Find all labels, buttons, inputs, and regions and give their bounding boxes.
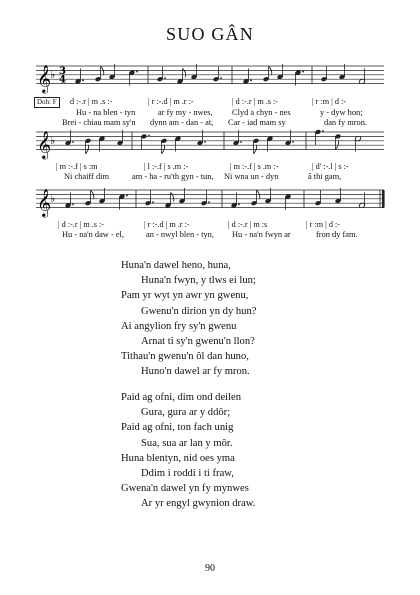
poem-line: Gwenu'n dirion yn dy hun? bbox=[141, 305, 257, 317]
page-number: 90 bbox=[205, 563, 215, 574]
time-signature: 3 bbox=[59, 65, 66, 77]
key-label: Doh: F bbox=[34, 97, 60, 108]
lyric-phrase: Ni wna un - dyn bbox=[224, 172, 279, 181]
staff-2 bbox=[36, 126, 386, 160]
key-flat-icon: ♭ bbox=[50, 67, 56, 81]
dot bbox=[72, 141, 74, 143]
dot bbox=[208, 201, 210, 203]
poem-line: Gwena'n dawel yn fy mynwes bbox=[121, 483, 249, 495]
key-flat-icon: ♭ bbox=[50, 133, 56, 147]
sol-fa-measure: | d' :-.l | s :- bbox=[312, 162, 349, 171]
note-flag bbox=[171, 192, 174, 201]
final-barline bbox=[382, 190, 385, 208]
poem-line: Ddim i roddi i ti fraw, bbox=[141, 468, 234, 480]
sol-fa-measure: | m :-.f | s .m :- bbox=[230, 162, 279, 171]
lyric-phrase: dynn am - dan - at, bbox=[150, 118, 214, 127]
key-flat-icon: ♭ bbox=[50, 191, 56, 205]
poem-line: Huna'n fwyn, y tlws ei lun; bbox=[141, 275, 256, 287]
lyric-phrase: Hu - na'n fwyn ar bbox=[232, 230, 291, 239]
dot bbox=[322, 130, 324, 132]
poem-line: Paid ag ofni, dim ond deilen bbox=[121, 392, 242, 403]
sol-fa-measure: | r :m | d :- bbox=[312, 97, 346, 106]
sol-fa-measure: | d :-.r | m :s bbox=[228, 220, 268, 229]
lyric-phrase: dan fy mron. bbox=[324, 118, 368, 127]
lyric-phrase: Hu - na blen - tyn bbox=[76, 108, 136, 117]
lyric-phrase: am - ha - ru'th gyn - tun, bbox=[132, 172, 214, 181]
sol-fa-measure: | d :-.r | m .s :- bbox=[58, 220, 105, 229]
stanza-2 bbox=[121, 390, 255, 512]
dot bbox=[82, 80, 84, 82]
dot bbox=[72, 204, 74, 206]
lyric-phrase: Brei - chiau mam sy'n bbox=[62, 118, 136, 127]
note-flag bbox=[183, 68, 186, 77]
poem-line: Pam yr wyt yn awr yn gwenu, bbox=[121, 290, 249, 302]
dot bbox=[302, 71, 304, 73]
lyric-phrase: an - nwyl blen - tyn, bbox=[146, 230, 214, 239]
dot bbox=[164, 77, 166, 79]
poem-line: Huna'n dawel heno, huna, bbox=[121, 260, 231, 271]
sol-fa-measure: | l :-.f | s .m :- bbox=[144, 162, 189, 171]
poem-line: Arnat ti sy'n gwenu'n llon? bbox=[141, 336, 255, 348]
sol-fa-measure: d :-.r | m .s :- bbox=[70, 97, 113, 106]
lyric-phrase: y - dyw hon; bbox=[320, 108, 363, 117]
treble-clef-icon: 𝄞 bbox=[37, 64, 52, 93]
dot bbox=[220, 77, 222, 79]
stanza-1 bbox=[121, 258, 256, 380]
dot bbox=[136, 71, 138, 73]
poem-line: Tithau'n gwenu'n ôl dan huno, bbox=[121, 351, 249, 363]
song-title: SUO GÂN bbox=[166, 24, 254, 44]
treble-clef-icon: 𝄞 bbox=[37, 188, 52, 217]
dot bbox=[292, 141, 294, 143]
dot bbox=[148, 135, 150, 137]
time-signature: 4 bbox=[59, 74, 66, 86]
dot bbox=[238, 204, 240, 206]
staff-3 bbox=[36, 184, 386, 218]
poem-line: Paid ag ofni, ton fach unig bbox=[121, 422, 234, 434]
sol-fa-measure: | r :-.d | m .r :- bbox=[148, 97, 194, 106]
sol-fa-measure: | r :m | d :- bbox=[306, 220, 340, 229]
dot bbox=[152, 201, 154, 203]
music-system-2 bbox=[36, 126, 386, 180]
dot bbox=[250, 80, 252, 82]
poem-line: Huno'n dawel ar fy mron. bbox=[141, 366, 250, 378]
sol-fa-measure: | d :-.r | m .s :- bbox=[232, 97, 279, 106]
lyric-phrase: ar fy my - nwes, bbox=[158, 108, 213, 117]
dot bbox=[240, 141, 242, 143]
poem-line: Ar yr engyl gwynion draw. bbox=[141, 498, 256, 510]
poem-line: Huna blentyn, nid oes yma bbox=[121, 452, 235, 464]
lyric-phrase: Clyd a chyn - nes bbox=[232, 108, 291, 117]
treble-clef-icon: 𝄞 bbox=[37, 130, 52, 159]
dot bbox=[204, 141, 206, 143]
poem-line: Gura, gura ar y ddôr; bbox=[141, 407, 231, 419]
lyric-phrase: Ni chaiff dim bbox=[64, 172, 109, 181]
music-system-1 bbox=[36, 60, 386, 127]
lyric-phrase: Hu - na'n daw - el, bbox=[62, 230, 124, 239]
poem-line: Ai angylion fry sy'n gwenu bbox=[121, 320, 237, 332]
staff-1 bbox=[36, 60, 386, 94]
lyric-phrase: Car - iad mam sy bbox=[228, 118, 286, 127]
sol-fa-measure: | r :-.d | m .r :- bbox=[144, 220, 190, 229]
sol-fa-measure: | m :-.f | s :m bbox=[56, 162, 98, 171]
poem-line: Sua, sua ar lan y môr. bbox=[141, 437, 233, 449]
lyric-phrase: â thi gam, bbox=[308, 172, 342, 181]
lyric-phrase: fron dy fam. bbox=[316, 230, 358, 239]
music-system-3 bbox=[36, 184, 386, 240]
dot bbox=[126, 195, 128, 197]
lyrics-row-2 bbox=[36, 172, 386, 183]
lyrics-row-3 bbox=[36, 230, 386, 241]
